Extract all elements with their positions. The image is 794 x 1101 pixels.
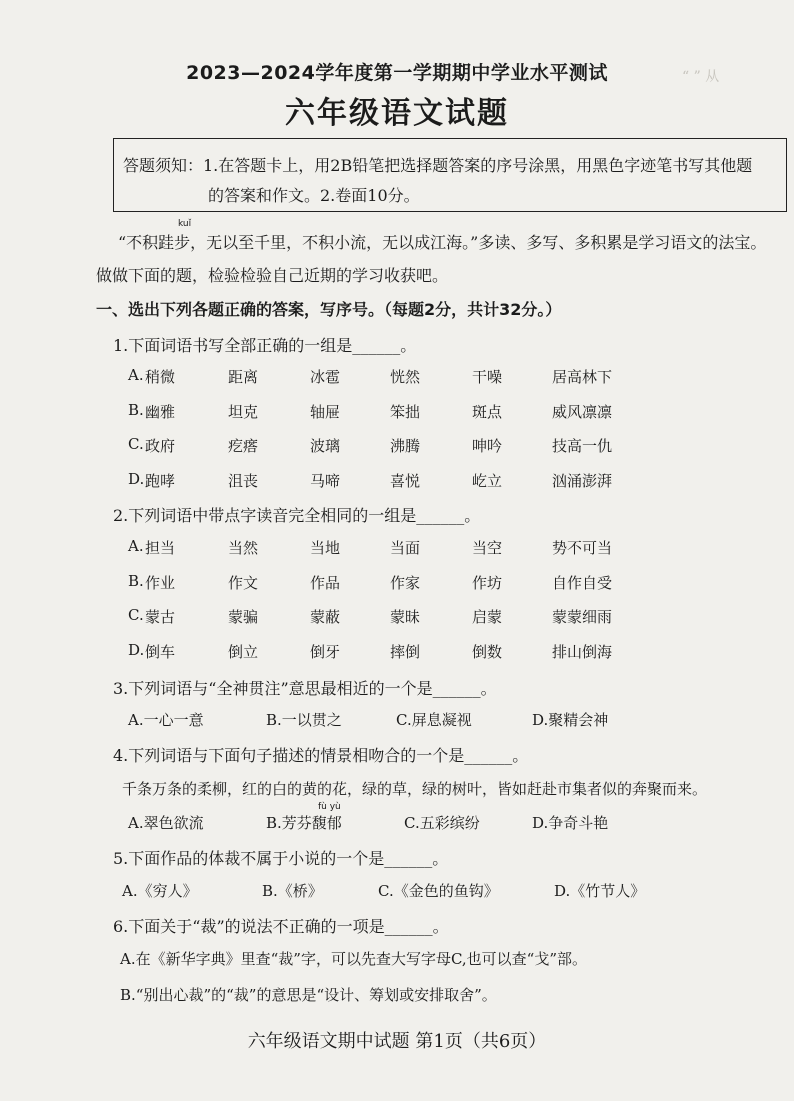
option: D.《竹节人》 — [554, 882, 646, 900]
option-word: 疙瘩 — [228, 437, 259, 455]
question-5-options — [122, 880, 648, 904]
question-4-stem: 4.下列词语与下面句子描述的情景相吻合的一个是______。 — [113, 746, 529, 765]
exam-title: 六年级语文试题 — [285, 96, 509, 131]
option-word: 倒立 — [228, 642, 259, 661]
question-6-option-a: A.在《新华字典》里查“裁”字，可以先查大写字母C,也可以查“戈”部。 — [120, 950, 587, 968]
option-word: 蒙蒙细雨 — [552, 608, 613, 626]
option: B.《桥》 — [262, 882, 323, 900]
option: A.翠色欲流 — [128, 814, 204, 832]
option-word: 作坊 — [472, 573, 503, 592]
page-footer: 六年级语文期中试题 第1页（共6页） — [247, 1031, 547, 1052]
option-word: 蒙古 — [145, 608, 176, 626]
option-word: 启蒙 — [472, 608, 503, 626]
option-word: 笨拙 — [390, 402, 421, 421]
question-4-pinyin: fù yù — [318, 802, 341, 812]
option-word: 摔倒 — [390, 642, 421, 661]
option-letter: B. — [128, 400, 144, 419]
option-word: 干噪 — [472, 368, 503, 386]
option-word: 作文 — [228, 573, 259, 592]
notice-line-1: 答题须知：1.在答题卡上，用2B铅笔把选择题答案的序号涂黑，用黑色字迹笔书写其他题 — [123, 156, 753, 175]
option-word: 作家 — [390, 573, 421, 592]
option-word: 汹涌澎湃 — [552, 471, 613, 490]
option-word: 屹立 — [472, 471, 503, 490]
option-word: 排山倒海 — [552, 642, 613, 661]
option-word: 倒车 — [145, 642, 176, 661]
option-word: 自作自受 — [552, 573, 613, 592]
option-word: 蒙骗 — [228, 608, 259, 626]
option-word: 当地 — [310, 539, 341, 557]
option-word: 居高林下 — [552, 368, 613, 386]
option-letter: C. — [128, 435, 144, 453]
option-word: 倒牙 — [310, 642, 341, 661]
option-word: 担当 — [145, 539, 176, 557]
question-3-stem: 3.下列词语与“全神贯注”意思最相近的一个是______。 — [113, 679, 497, 698]
question-1-stem: 1.下面词语书写全部正确的一组是______。 — [113, 336, 417, 355]
intro-pinyin: kuǐ — [178, 219, 192, 229]
option-word: 斑点 — [472, 402, 503, 421]
option-word: 作品 — [310, 573, 341, 592]
intro-line-2: 做做下面的题，检验检验自己近期的学习收获吧。 — [96, 266, 449, 285]
option-word: 跑哮 — [145, 471, 176, 490]
option: A.一心一意 — [128, 711, 204, 729]
option-letter: B. — [128, 571, 144, 590]
notice-line-2: 的答案和作文。2.卷面10分。 — [208, 186, 420, 205]
option-word: 蒙蔽 — [310, 608, 341, 626]
option-word: 技高一仇 — [552, 437, 613, 455]
option-letter: D. — [128, 640, 145, 659]
option-word: 沮丧 — [228, 471, 259, 490]
option-row — [128, 641, 648, 665]
question-6-stem: 6.下面关于“裁”的说法不正确的一项是______。 — [113, 917, 449, 936]
option-word: 威风凛凛 — [552, 402, 613, 421]
option-word: 沸腾 — [390, 437, 421, 455]
bleed-through-text: “ ” 从 — [682, 69, 720, 85]
option: C.五彩缤纷 — [404, 814, 480, 832]
option-word: 恍然 — [390, 368, 421, 386]
option-row — [128, 470, 648, 494]
intro-line-1: “不积跬步，无以至千里，不积小流，无以成江海。”多读、多写、多积累是学习语文的法宝。 — [118, 233, 767, 252]
option: A.《穷人》 — [122, 882, 198, 900]
option-word: 稍微 — [145, 368, 176, 386]
question-5-stem: 5.下面作品的体裁不属于小说的一个是______。 — [113, 849, 449, 868]
option: B.一以贯之 — [266, 711, 342, 729]
option-word: 当空 — [472, 539, 503, 557]
option-word: 马啼 — [310, 471, 341, 490]
exam-year-heading: 2023—2024学年度第一学期期中学业水平测试 — [186, 62, 608, 84]
question-6-option-b: B.“别出心裁”的“裁”的意思是“设计、筹划或安排取舍”。 — [120, 986, 497, 1004]
question-4-sentence: 千条万条的柔柳，红的白的黄的花，绿的草，绿的树叶，皆如赶赴市集者似的奔聚而来。 — [122, 780, 708, 798]
option-word: 幽雅 — [145, 402, 176, 421]
option-word: 波璃 — [310, 437, 341, 455]
section-heading: 一、选出下列各题正确的答案，写序号。（每题2分，共计32分。） — [96, 300, 562, 319]
option-letter: A. — [128, 537, 144, 555]
option-word: 政府 — [145, 437, 176, 455]
option-word: 倒数 — [472, 642, 503, 661]
notice-box — [113, 138, 787, 212]
option-word: 作业 — [145, 573, 176, 592]
option: B.芳芬馥郁 — [266, 814, 342, 832]
option-row — [128, 537, 648, 561]
option-word: 当面 — [390, 539, 421, 557]
option-word: 轴屉 — [310, 402, 341, 421]
option-word: 坦克 — [228, 402, 259, 421]
option-row — [128, 606, 648, 630]
question-3-options — [128, 709, 648, 733]
option-row — [128, 366, 648, 390]
option-letter: D. — [128, 469, 145, 488]
question-4-options — [128, 812, 648, 836]
option-word: 喜悦 — [390, 471, 421, 490]
option-row — [128, 435, 648, 459]
option-row — [128, 572, 648, 596]
option-letter: A. — [128, 366, 144, 384]
option-word: 当然 — [228, 539, 259, 557]
option-letter: C. — [128, 606, 144, 624]
option-word: 势不可当 — [552, 539, 613, 557]
option: D.争奇斗艳 — [532, 814, 609, 832]
question-2-stem: 2.下列词语中带点字读音完全相同的一组是______。 — [113, 506, 481, 525]
option: D.聚精会神 — [532, 711, 609, 729]
option: C.屏息凝视 — [396, 711, 472, 729]
option: C.《金色的鱼钩》 — [378, 882, 499, 900]
option-row — [128, 401, 648, 425]
option-word: 距离 — [228, 368, 259, 386]
option-word: 呻吟 — [472, 437, 503, 455]
option-word: 冰雹 — [310, 368, 341, 386]
option-word: 蒙昧 — [390, 608, 421, 626]
